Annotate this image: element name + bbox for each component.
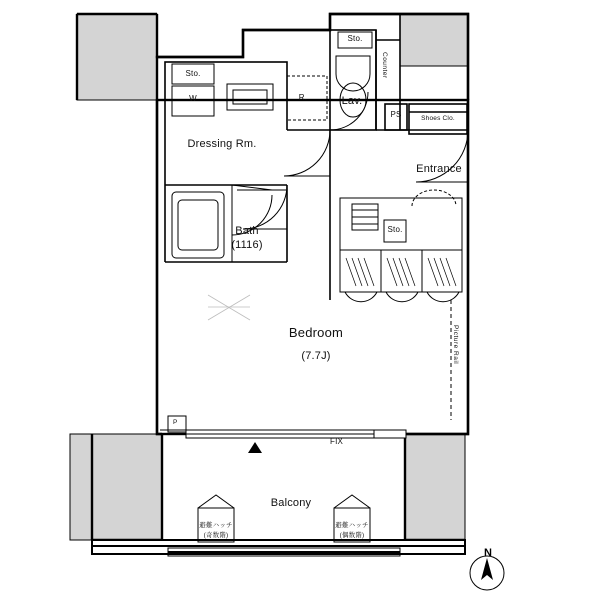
hatch-label-odd-line1: 避難ハッチ [199, 522, 233, 529]
room-label-entrance: Entrance [416, 163, 462, 175]
compass-north-label: N [484, 547, 492, 559]
fixture-label-storage-dressing: Sto. [185, 69, 201, 78]
room-area-bedroom: (7.7J) [301, 350, 331, 362]
room-size-bath: (1116) [231, 239, 263, 251]
fixture-label-pipe-space: PS [390, 110, 402, 119]
room-label-bath: Bath [235, 225, 259, 237]
fixture-label-storage-top: Sto. [347, 34, 363, 43]
hatch-label-odd-line2: (奇数階) [203, 532, 229, 539]
room-label-dressing-room: Dressing Rm. [187, 138, 257, 150]
fixture-label-storage-kitchen: Sto. [387, 225, 403, 234]
fixture-label-pillar: P [173, 419, 178, 426]
fixture-label-washer: W [189, 94, 197, 103]
fixture-label-shoes-closet: Shoes Clo. [421, 115, 455, 122]
fixture-label-picture-rail: Picture Rail [452, 325, 459, 365]
hatch-label-even-line1: 避難ハッチ [335, 522, 369, 529]
fixture-label-fix-window: FIX [330, 437, 344, 446]
room-label-bedroom: Bedroom [288, 325, 344, 340]
room-label-lavatory: Lav. [341, 95, 363, 107]
hatch-label-even-line2: (偶数階) [339, 532, 365, 539]
fixture-label-counter: Counter [381, 52, 388, 79]
room-label-balcony: Balcony [270, 497, 312, 509]
fixture-label-refrigerator: R. [298, 93, 308, 102]
